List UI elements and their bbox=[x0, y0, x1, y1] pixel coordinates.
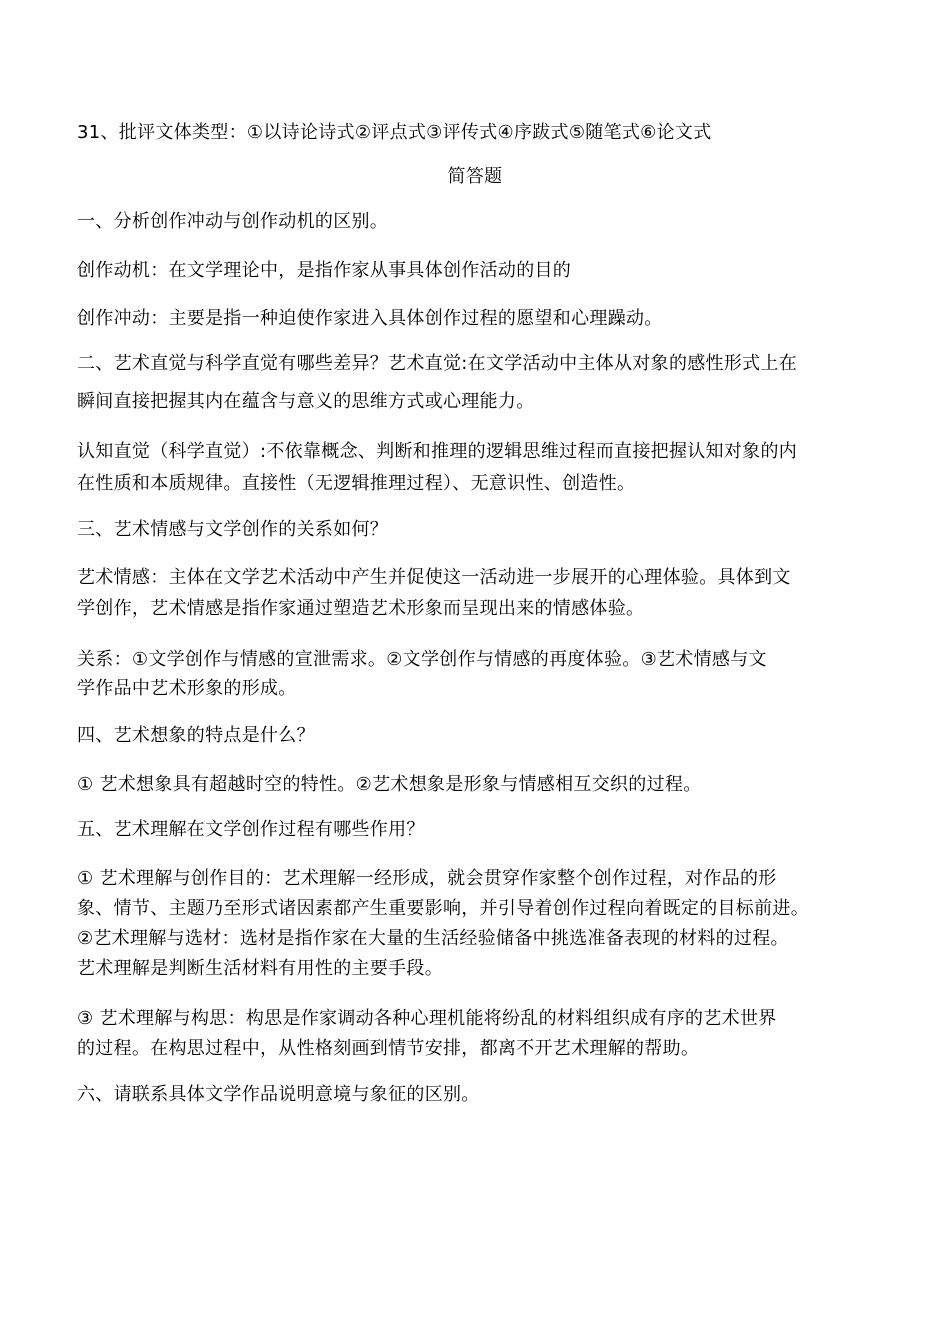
q3-para1-line1: 艺术情感：主体在文学艺术活动中产生并促使这一活动进一步展开的心理体验。具体到文 bbox=[77, 567, 791, 588]
q5-para2-line2: 的过程。在构思过程中，从性格刻画到情节安排，都离不开艺术理解的帮助。 bbox=[77, 1038, 700, 1059]
section-title: 简答题 bbox=[447, 166, 503, 187]
q5-para1-line1: ① 艺术理解与创作目的：艺术理解一经形成，就会贯穿作家整个创作过程，对作品的形 bbox=[77, 868, 777, 889]
q3-para2-line2: 学作品中艺术形象的形成。 bbox=[77, 678, 297, 699]
q2-para2-line2: 在性质和本质规律。直接性（无逻辑推理过程）、无意识性、创造性。 bbox=[77, 473, 636, 494]
q3-para2-line1: 关系：①文学创作与情感的宣泄需求。②文学创作与情感的再度体验。③艺术情感与文 bbox=[77, 649, 767, 670]
q5-para2-line1: ③ 艺术理解与构思：构思是作家调动各种心理机能将纷乱的材料组织成有序的艺术世界 bbox=[77, 1008, 777, 1029]
q5-para1-line2: 象、情节、主题乃至形式诸因素都产生重要影响，并引导着创作过程向着既定的目标前进。 bbox=[77, 898, 809, 919]
q5-para1-line3: ②艺术理解与选材：选材是指作家在大量的生活经验储备中挑选准备表现的材料的过程。 bbox=[77, 928, 789, 949]
q2-para1-line1: 二、艺术直觉与科学直觉有哪些差异？艺术直觉:在文学活动中主体从对象的感性形式上在 bbox=[77, 353, 798, 374]
q1-answer-motive: 创作动机：在文学理论中，是指作家从事具体创作活动的目的 bbox=[77, 260, 572, 281]
q6-question: 六、请联系具体文学作品说明意境与象征的区别。 bbox=[77, 1084, 480, 1105]
q1-question: 一、分析创作冲动与创作动机的区别。 bbox=[77, 211, 389, 232]
q5-para1-line4: 艺术理解是判断生活材料有用性的主要手段。 bbox=[77, 958, 443, 979]
q2-para1-line2: 瞬间直接把握其内在蕴含与意义的思维方式或心理能力。 bbox=[77, 391, 535, 412]
item-31-critique-styles: 31、批评文体类型：①以诗论诗式②评点式③评传式④序跋式⑤随笔式⑥论文式 bbox=[77, 122, 712, 143]
q2-para2-line1: 认知直觉（科学直觉）:不依靠概念、判断和推理的逻辑思维过程而直接把握认知对象的内 bbox=[77, 441, 798, 462]
q3-question: 三、艺术情感与文学创作的关系如何？ bbox=[77, 519, 389, 540]
q1-answer-impulse: 创作冲动：主要是指一种迫使作家进入具体创作过程的愿望和心理躁动。 bbox=[77, 308, 663, 329]
q3-para1-line2: 学创作，艺术情感是指作家通过塑造艺术形象而呈现出来的情感体验。 bbox=[77, 598, 645, 619]
q5-question: 五、艺术理解在文学创作过程有哪些作用？ bbox=[77, 819, 425, 840]
q4-answer: ① 艺术想象具有超越时空的特性。②艺术想象是形象与情感相互交织的过程。 bbox=[77, 774, 702, 795]
q4-question: 四、艺术想象的特点是什么？ bbox=[77, 725, 315, 746]
